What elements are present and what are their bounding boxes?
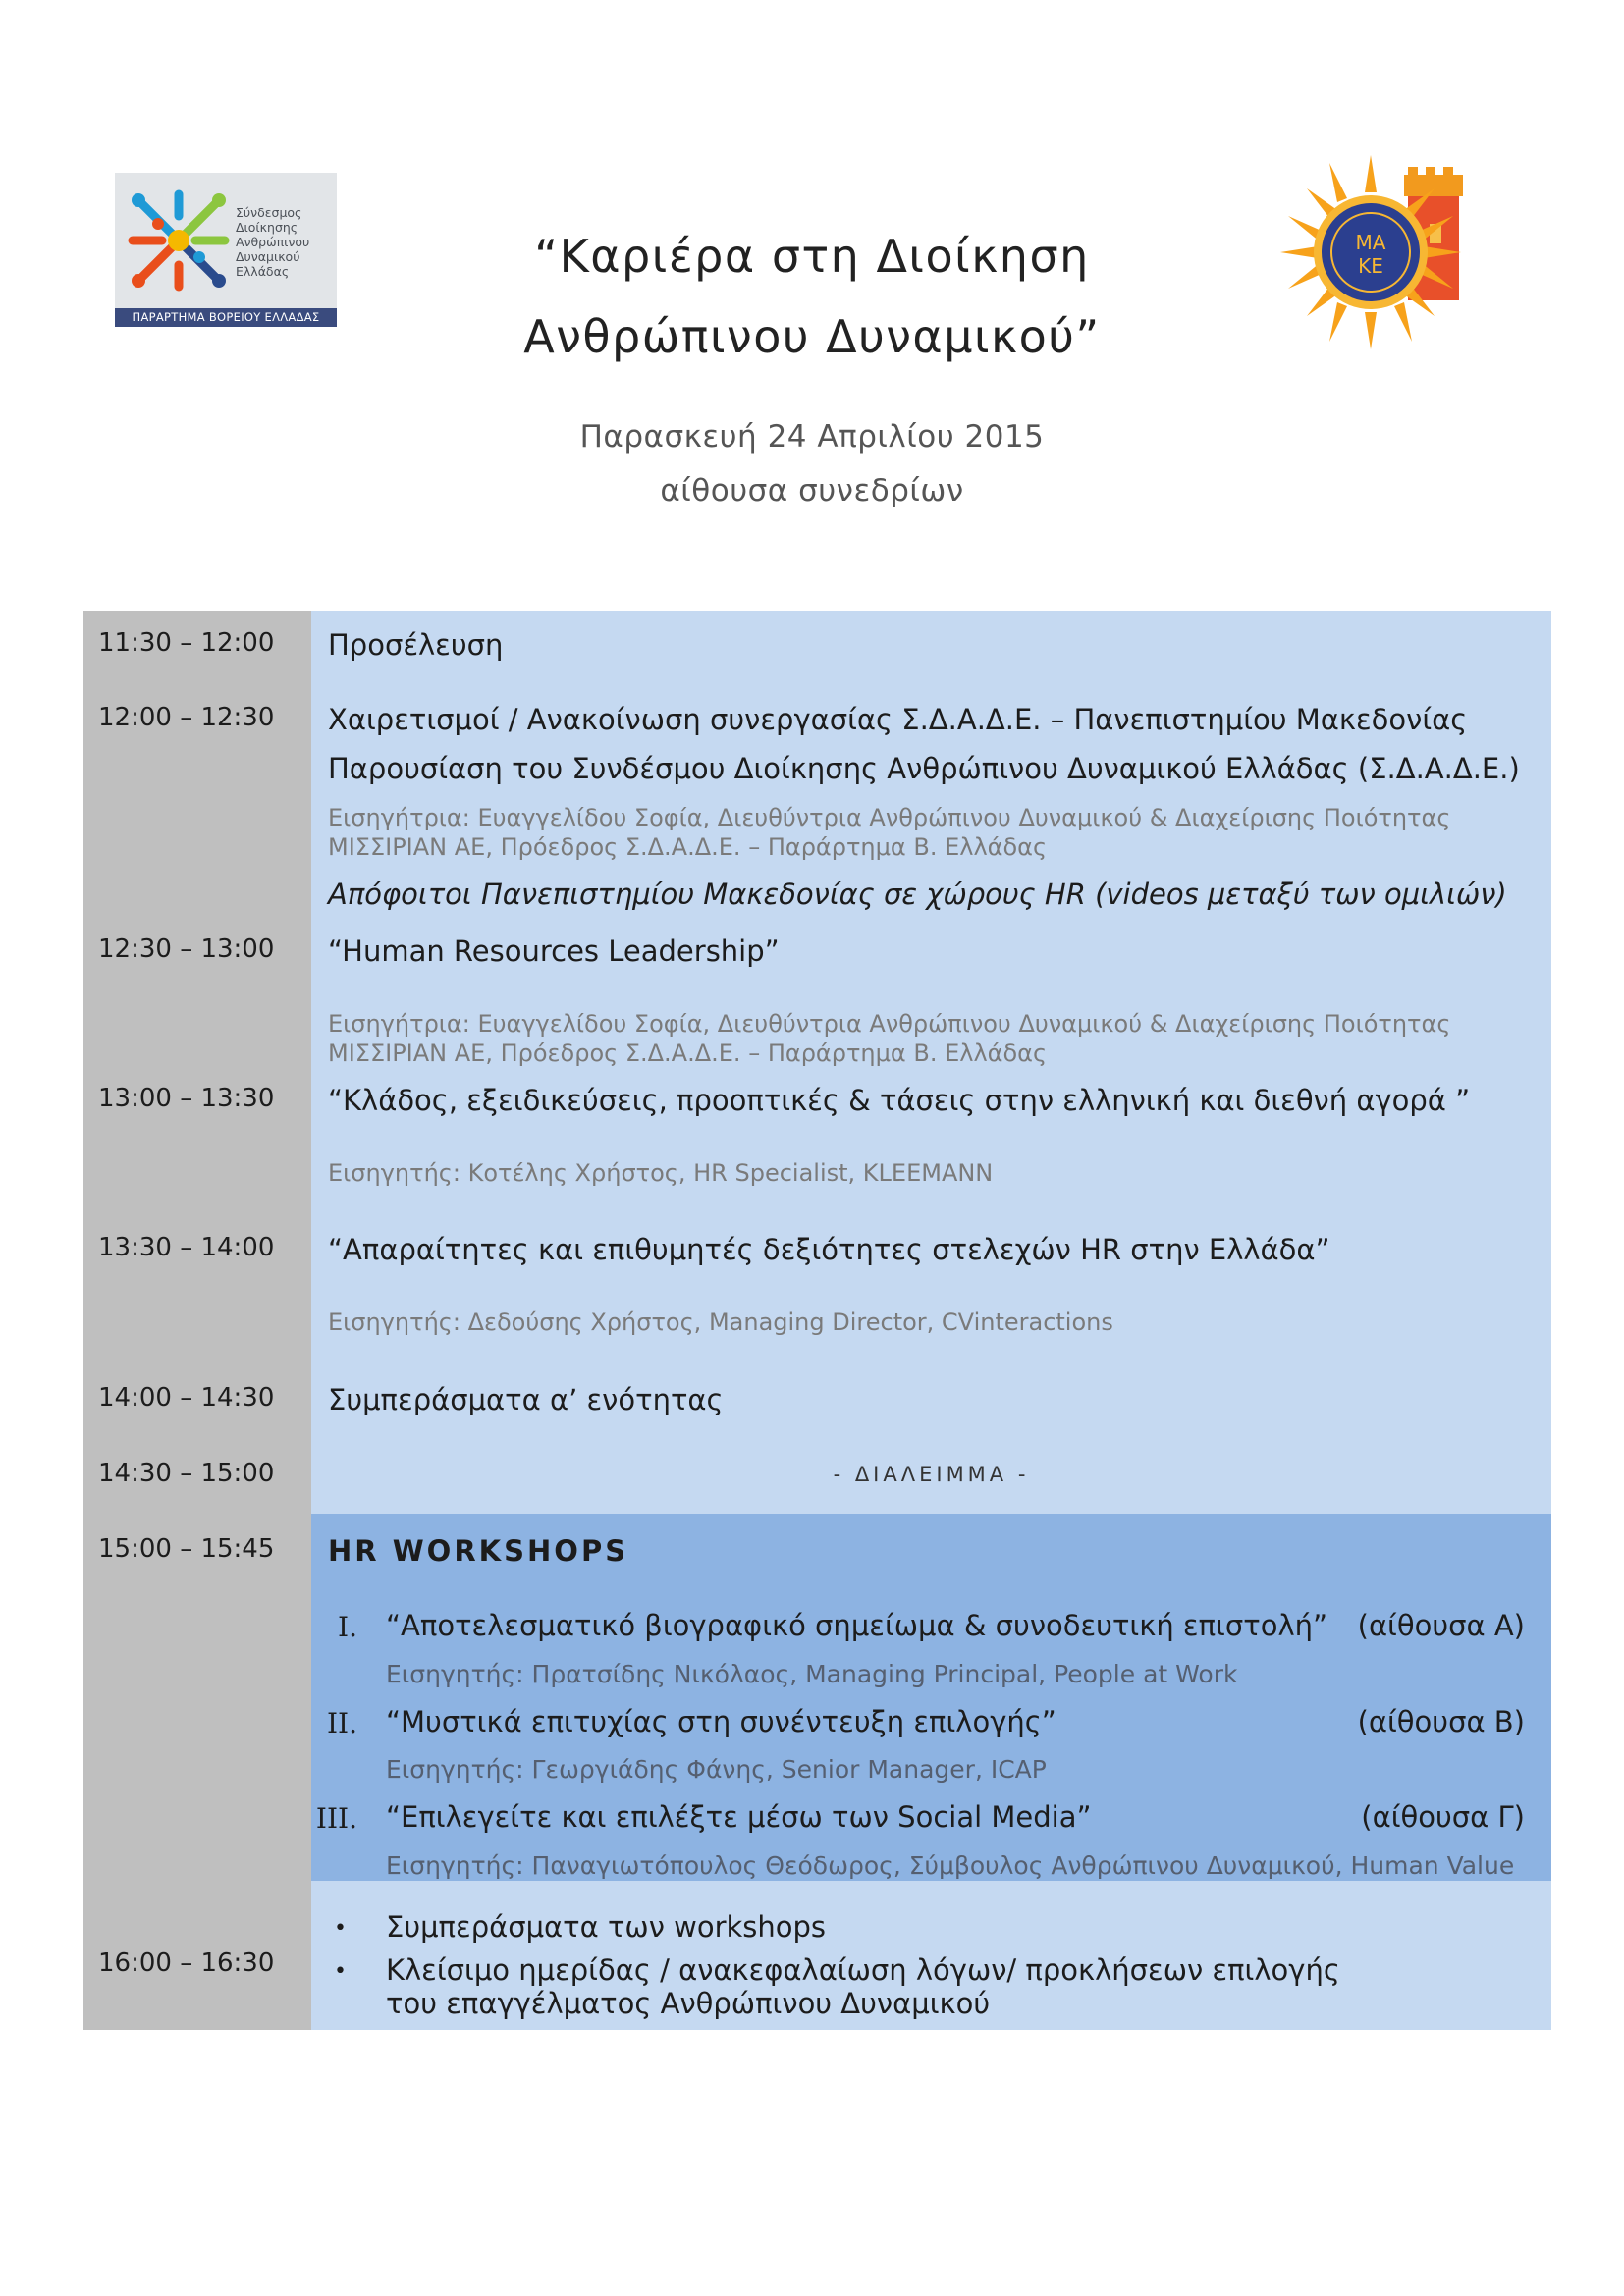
org-line: Δυναμικού (236, 249, 300, 264)
time-slot: 11:30 – 12:00 (98, 628, 275, 658)
session-title: “Κλάδος, εξειδικεύσεις, προοπτικές & τάσεις στην ελληνική και διεθνή αγορά ” (328, 1084, 1471, 1117)
speaker-line: ΜΙΣΣΙΡΙΑΝ ΑΕ, Πρόεδρος Σ.Δ.Α.Δ.Ε. – Παράρτημα Β. Ελλάδας (328, 1040, 1048, 1067)
time-slot: 12:30 – 13:00 (98, 934, 275, 964)
bullet: • (334, 1959, 347, 1984)
time-slot: 12:00 – 12:30 (98, 703, 275, 732)
session-title: Προσέλευση (328, 628, 504, 662)
speaker-line: Εισηγήτρια: Ευαγγελίδου Σοφία, Διευθύντρια Ανθρώπινου Δυναμικού & Διαχείρισης Ποιότητας (328, 1010, 1451, 1038)
event-venue: αίθουσα συνεδρίων (660, 473, 964, 508)
branch-label: ΠΑΡΑΡΤΗΜΑ ΒΟΡΕΙΟΥ ΕΛΛΑΔΑΣ (115, 308, 337, 327)
workshop-number: II. (326, 1707, 357, 1739)
people-network-icon (125, 187, 233, 294)
workshop-room: (αίθουσα Α) (1357, 1609, 1525, 1642)
bullet: • (334, 1916, 347, 1941)
closing-line: του επαγγέλματος Ανθρώπινου Δυναμικού (386, 1987, 991, 2020)
time-slot: 14:30 – 15:00 (98, 1459, 275, 1488)
session-title: Χαιρετισμοί / Ανακοίνωση συνεργασίας Σ.Δ.Α.Δ.Ε. – Πανεπιστημίου Μακεδονίας (328, 703, 1468, 736)
sun-seal-icon (1280, 155, 1483, 349)
speaker-line: ΜΙΣΣΙΡΙΑΝ ΑΕ, Πρόεδρος Σ.Δ.Α.Δ.Ε. – Παράρτημα Β. Ελλάδας (328, 833, 1048, 861)
seal-text: ΜΑ (1355, 231, 1386, 254)
closing-line: Κλείσιμο ημερίδας / ανακεφαλαίωση λόγων/ προκλήσεων επιλογής (386, 1953, 1340, 1987)
speaker-info: Εισηγητής: Κοτέλης Χρήστος, HR Specialist, KLEEMANN (328, 1159, 994, 1187)
time-slot: 15:00 – 15:45 (98, 1534, 275, 1564)
session-note: Απόφοιτοι Πανεπιστημίου Μακεδονίας σε χώρους HR (videos μεταξύ των ομιλιών) (328, 878, 1507, 911)
break-label: - ΔΙΑΛΕΙΜΜΑ - (833, 1463, 1030, 1486)
speaker-info: Εισηγητής: Δεδούσης Χρήστος, Managing Director, CVinteractions (328, 1308, 1113, 1336)
time-column (83, 611, 311, 2030)
workshop-number: III. (315, 1802, 357, 1835)
speaker-info (328, 803, 1450, 862)
workshop-room: (αίθουσα Β) (1357, 1705, 1525, 1738)
session-title: “Human Resources Leadership” (328, 934, 780, 968)
sdade-logo (115, 173, 337, 327)
workshop-speaker: Εισηγητής: Γεωργιάδης Φάνης, Senior Manager, ICAP (386, 1755, 1047, 1784)
event-date: Παρασκευή 24 Απριλίου 2015 (579, 419, 1045, 454)
org-line: Ελλάδας (236, 264, 290, 279)
closing-item: Συμπεράσματα των workshops (386, 1910, 827, 1944)
session-title: “Απαραίτητες και επιθυμητές δεξιότητες στελεχών HR στην Ελλάδα” (328, 1233, 1330, 1266)
session-title: Παρουσίαση του Συνδέσμου Διοίκησης Ανθρώπινου Δυναμικού Ελλάδας (Σ.Δ.Α.Δ.Ε.) (328, 752, 1520, 785)
org-line: Σύνδεσμος (236, 205, 302, 220)
workshops-heading: HR WORKSHOPS (328, 1534, 629, 1568)
workshop-title: “Αποτελεσματικό βιογραφικό σημείωμα & συνοδευτική επιστολή” (386, 1609, 1328, 1642)
workshop-speaker: Εισηγητής: Παναγιωτόπουλος Θεόδωρος, Σύμβουλος Ανθρώπινου Δυναμικού, Human Value (386, 1851, 1515, 1880)
seal-text: ΚΕ (1358, 254, 1383, 278)
workshop-number: I. (338, 1611, 357, 1643)
workshop-speaker: Εισηγητής: Πρατσίδης Νικόλαος, Managing Principal, People at Work (386, 1660, 1238, 1688)
workshop-room: (αίθουσα Γ) (1361, 1800, 1525, 1834)
org-line: Ανθρώπινου (236, 235, 310, 249)
time-slot: 13:00 – 13:30 (98, 1084, 275, 1113)
session-title: Συμπεράσματα α’ ενότητας (328, 1383, 724, 1416)
org-line: Διοίκησης (236, 220, 298, 235)
time-slot: 13:30 – 14:00 (98, 1233, 275, 1262)
closing-item (386, 1953, 1340, 2020)
workshop-title: “Μυστικά επιτυχίας στη συνέντευξη επιλογής” (386, 1705, 1056, 1738)
speaker-line: Εισηγήτρια: Ευαγγελίδου Σοφία, Διευθύντρια Ανθρώπινου Δυναμικού & Διαχείρισης Ποιότητας (328, 804, 1451, 831)
org-name (236, 205, 309, 279)
page-title-line2: Ανθρώπινου Δυναμικού” (523, 310, 1101, 363)
time-slot: 16:00 – 16:30 (98, 1949, 275, 1978)
workshop-title: “Επιλεγείτε και επιλέξτε μέσω των Social Media” (386, 1800, 1092, 1834)
page-title-line1: “Καριέρα στη Διοίκηση (534, 230, 1090, 283)
speaker-info (328, 1009, 1450, 1068)
university-seal-logo (1280, 155, 1483, 349)
time-slot: 14:00 – 14:30 (98, 1383, 275, 1413)
